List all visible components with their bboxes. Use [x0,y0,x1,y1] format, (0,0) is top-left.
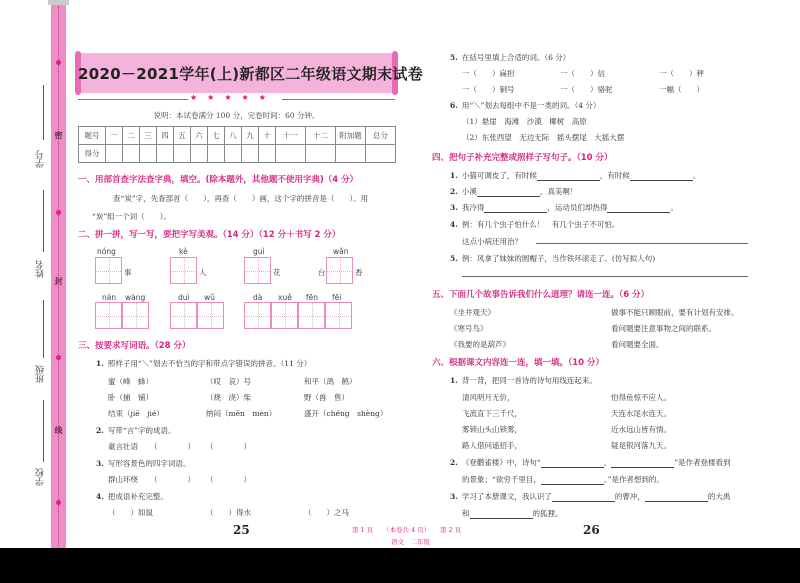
char-cell[interactable] [197,302,224,329]
star-row: ★★★★★ [190,93,276,102]
char-grid[interactable] [170,257,197,284]
measure-word-blank[interactable]: 一（ ）铜号 [462,85,515,94]
page-number-left: 25 [233,523,250,537]
char-suffix: 花 [273,268,281,277]
char-grid[interactable] [244,302,352,329]
header-cell: 十 [259,127,276,145]
exam-note: 说明：本试卷满分 100 分，完卷时间：60 分钟。 [153,111,320,120]
binding-cap [48,0,69,5]
answer-blank[interactable]: （ ） [206,475,251,484]
char-cell[interactable] [325,302,352,329]
pinyin-label: guì [253,247,265,256]
pinyin-label: kè [179,247,188,256]
answer-line[interactable] [541,476,604,485]
word-choice: 野（兽 售） [304,393,349,402]
header-cell: 十二 [306,127,336,145]
score-cell[interactable] [306,145,336,163]
student-id-line[interactable] [43,85,44,140]
word-choice: （哎 哀）号 [206,377,251,386]
section3-title: 三、按要求写词语。（28 分） [78,341,191,351]
score-table [78,126,396,163]
answer-blank[interactable]: （ ） [150,442,195,451]
binding-dot [56,60,61,65]
student-id-label: 学号 [36,150,46,168]
score-cell[interactable] [208,145,225,163]
pinyin-label: wǔ [204,293,215,302]
pinyin-label: duì [178,293,190,302]
page-title: 2020－2021学年(上)新都区二年级语文期末试卷 [78,65,424,83]
char-cell[interactable] [326,257,353,284]
char-cell[interactable] [271,302,298,329]
sentence-item: 1. 小猫可调皮了，有时候 ，有时候 。 [450,171,701,180]
score-cell[interactable] [242,145,259,163]
footer-subject: 语文 二年级 [391,538,430,546]
binding-dot [56,355,61,360]
char-cell[interactable] [298,302,325,329]
char-cell[interactable] [170,302,197,329]
char-grid[interactable] [170,302,224,329]
score-cell[interactable] [259,145,276,163]
char-suffix: 事 [124,268,132,277]
section2-title: 二、拼一拼，写一写，要把字写美观。（14 分）（12 分＋书写 2 分） [78,230,341,240]
q6-prompt: 6. 用“＼”划去每组中不是一类的词。（4 分） [450,101,601,110]
word-choice: 卧（捕 铺） [108,393,153,402]
answer-line[interactable] [645,493,708,502]
pinyin-label: fēn [306,293,319,302]
example-word: 豪言壮语 [108,442,138,451]
char-suffix: 香 [355,268,363,277]
header-cell: 总分 [366,127,396,145]
answer-line[interactable] [470,510,533,519]
word-choice: 结束（jiē jié） [108,409,164,418]
sentence-item: 4. 例：有几个虫子怕什么！ 有几个虫子不可怕。 [450,220,620,229]
school-label: 学校 [36,468,46,486]
poem-fill-item: 2. 《登鹳雀楼》中，诗句“ ， ”是作者登楼看到 [450,458,731,467]
header-cell: 八 [225,127,242,145]
score-cell[interactable] [366,145,396,163]
story-title[interactable]: 《寒号鸟》 [450,324,488,333]
pinyin-label: fēi [332,293,342,302]
poem-line[interactable]: 雾锁山头山锁雾， [462,425,522,434]
name-label: 姓名 [36,260,46,278]
header-cell: 三 [140,127,157,145]
q4-prompt: 4. 把成语补充完整。 [96,492,168,501]
char-cell[interactable] [122,302,149,329]
section6-title: 六、根据课文内容连一连，填一填。（10 分） [432,358,605,368]
score-cell[interactable] [140,145,157,163]
score-row-label: 得分 [79,145,106,163]
section4-title: 四、把句子补充完整或照样子写句子。（10 分） [432,153,613,163]
seal-char: 密 [54,130,63,140]
story-title[interactable]: 《坐井观天》 [450,308,495,317]
header-cell: 题号 [79,127,106,145]
pinyin-label: xuě [278,293,292,302]
score-row [79,145,396,163]
header-cell: 十一 [276,127,306,145]
section5-title: 五、下面几个故事告诉我们什么道理？请连一连。（6 分） [432,290,650,300]
word-choice: 和平（鸽 鹤） [304,377,357,386]
score-cell[interactable] [276,145,306,163]
moral-text[interactable]: 看问题要注意事物之间的联系。 [611,324,716,333]
measure-word-blank[interactable]: 一（ ）扁担 [462,69,515,78]
measure-word-blank[interactable]: 一（ ）骆驼 [560,85,613,94]
answer-line[interactable] [552,493,615,502]
score-cell[interactable] [123,145,140,163]
idiom-blank[interactable]: （ ）之马 [304,508,349,517]
pinyin-label: wǎn [333,247,349,256]
measure-word-blank[interactable]: 一（ ）秤 [659,69,704,78]
poem-line[interactable]: 天连水尾水连天。 [611,409,671,418]
char-grid[interactable] [95,257,122,284]
char-cell[interactable] [244,257,271,284]
answer-line[interactable] [630,172,693,181]
score-table-header-row [79,127,396,145]
q3-prompt: 3. 写形容景色的四字词语。 [96,459,191,468]
pinyin-label: dà [253,293,263,302]
section1-line1: 查“炭”字，先查部首（ ），再查（ ）画，这个字的拼音是（ ）。用 [113,194,369,203]
char-grid[interactable] [244,257,271,284]
word-group: （2）东张西望 无边无际 摇头摆尾 大摇大摆 [462,133,625,142]
q2-prompt: 2. 写带“言”字的成语。 [96,426,176,435]
header-cell: 六 [191,127,208,145]
header-cell: 五 [174,127,191,145]
story-title[interactable]: 《我要的是葫芦》 [450,340,510,349]
word-choice: （烧 浇）柴 [206,393,251,402]
measure-word-blank[interactable]: 一（ ）信 [560,69,605,78]
class-label: 班级 [36,365,46,383]
divider-left [78,99,188,100]
character-fill-item: 3. 学习了本册课文，我认识了 的曹冲， 的大禹 [450,492,731,501]
moral-text[interactable]: 做事不能只顾眼前，要有计划有安排。 [611,308,739,317]
answer-line[interactable] [607,204,670,213]
example-word: 群山环绕 [108,475,138,484]
score-cell[interactable] [191,145,208,163]
word-choice: 蜜（峰 蜂） [108,377,153,386]
header-cell: 附加题 [336,127,366,145]
answer-blank[interactable]: （ ） [150,475,195,484]
q5-prompt: 5. 在括号里填上合适的词。（6 分） [450,53,571,62]
word-group: （1）悬崖 海滩 沙漠 椰树 高原 [462,117,587,126]
score-cell[interactable] [157,145,174,163]
pinyin-label: nán [102,293,117,302]
char-grid[interactable] [95,302,149,329]
answer-blank[interactable]: （ ） [206,442,251,451]
title-banner [78,53,424,93]
score-cell[interactable] [106,145,123,163]
section1-title: 一、用部首查字法查字典，填空。(除本题外，其他题不使用字典)（4 分） [78,175,359,185]
school-line[interactable] [43,400,44,462]
score-cell[interactable] [336,145,366,163]
header-cell: 七 [208,127,225,145]
name-line[interactable] [43,190,44,252]
poem-line[interactable]: 清风明月无价， [462,393,515,402]
header-cell: 九 [242,127,259,145]
idiom-blank[interactable]: （ ）得水 [206,508,251,517]
answer-line[interactable] [536,243,748,244]
char-cell[interactable] [95,302,122,329]
answer-line[interactable] [477,188,540,197]
binding-strip [51,0,66,548]
answer-line[interactable] [611,459,674,468]
footer-page-info: 第 1 页 （本卷共 4 页） 第 2 页 [352,526,462,534]
pinyin-label: nóng [97,247,116,256]
char-prefix: 台 [318,268,326,277]
sentence-item: 5. 例：风拿了妹妹的圆帽子，当作铁环滚走了。(仿写拟人句) [450,254,656,263]
seal-char: 线 [54,425,63,435]
char-cell[interactable] [170,257,197,284]
poem-line[interactable]: 怕得鱼惊不应人。 [611,393,671,402]
binding-dot [56,500,61,505]
header-cell: 四 [157,127,174,145]
score-cell[interactable] [174,145,191,163]
char-cell[interactable] [95,257,122,284]
header-cell: 一 [106,127,123,145]
sentence-prompt: 这点小病还用治？ [462,237,522,246]
seal-char: 封 [54,276,63,286]
section1-line2: “炭”组一个词（ ）。 [92,212,171,221]
class-line[interactable] [43,300,44,358]
header-cell: 二 [123,127,140,145]
char-cell[interactable] [244,302,271,329]
pinyin-label: wàng [125,293,146,302]
word-choice: 盛开（chéng shèng） [304,409,388,418]
sentence-item: 3. 我冷得 ，运动员们却热得 。 [450,203,678,212]
poem-line[interactable]: 近水远山皆有情。 [611,425,671,434]
binding-dot [56,210,61,215]
poem-fill-item: 的景象；“欲穷千里目， 。”是作者想到的。 [462,475,664,484]
q1-prompt: 1. 照样子用“＼”划去不恰当的字和带点字错误的拼音。（11 分） [96,359,312,368]
character-fill-item: 和 的狐狸。 [462,509,563,518]
answer-line[interactable] [484,204,547,213]
answer-line[interactable] [462,276,748,277]
idiom-blank[interactable]: （ ）如鼠 [108,508,153,517]
answer-line[interactable] [541,459,604,468]
divider-right [282,99,395,100]
char-grid[interactable] [326,257,353,284]
moral-text[interactable]: 看问题要全面。 [611,340,664,349]
measure-word-blank[interactable]: 一幅（ ） [659,85,704,94]
score-cell[interactable] [225,145,242,163]
poem-line[interactable]: 疑是银河落九天。 [611,441,671,450]
sentence-item: 2. 小溪 ，真美啊！ [450,187,578,196]
answer-line[interactable] [537,172,600,181]
poem-line[interactable]: 飞流直下三千尺， [462,409,522,418]
poem-prompt: 1. 背一背，把同一首诗的诗句用线连起来。 [450,376,597,385]
char-suffix: 人 [199,268,207,277]
page-number-right: 26 [583,523,600,537]
poem-line[interactable]: 路人借问遥招手， [462,441,522,450]
word-choice: 纳闷（mēn mèn） [206,409,277,418]
